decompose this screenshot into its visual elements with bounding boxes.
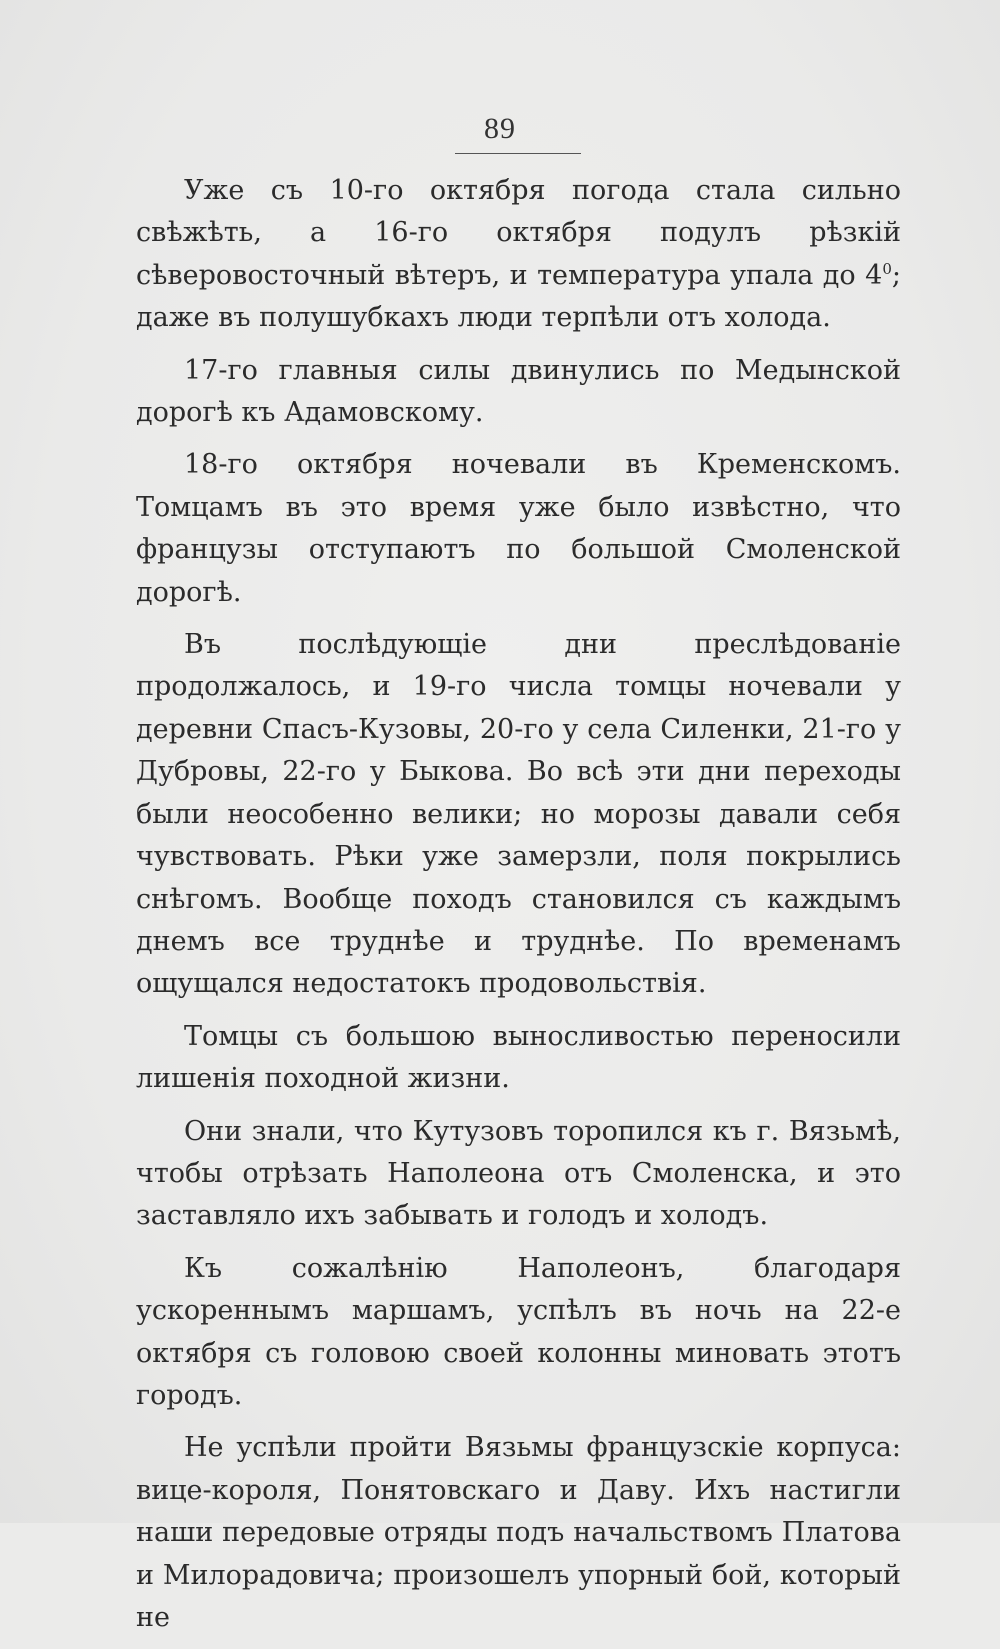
paragraph-4: Въ послѣдующіе дни преслѣдованіе продолжалось, и 19-го числа томцы ночевали у деревни Спасъ-Кузовы, 20-го у села Силенки, 21-го у Дубровы, 22-го у Быкова. Во всѣ эти дни переходы были неособенно велики; но морозы давали себя чувствовать. Рѣки уже замерзли, поля покрылись снѣгомъ. Вообще походъ становился съ каждымъ днемъ все труднѣе и труднѣе. По временамъ ощущался недостатокъ продовольствія.: [136, 629, 901, 1000]
page-number-rule: [455, 153, 581, 154]
body-text: [136, 170, 901, 1649]
paragraph-8: Не успѣли пройти Вязьмы французскіе корпуса: вице-короля, Понятовскаго и Даву. Ихъ настигли наши передовые отряды подъ начальствомъ Платова и Милорадовича; произошелъ упорный бой, который не: [136, 1432, 901, 1633]
paragraph-7: Къ сожалѣнію Наполеонъ, благодаря ускореннымъ маршамъ, успѣлъ въ ночь на 22-е октября съ головою своей колонны миновать этотъ городъ.: [136, 1252, 901, 1411]
paragraph-1: [136, 170, 901, 340]
paragraph-1-text: Уже съ 10-го октября погода стала сильно свѣжѣть, а 16-го октября подулъ рѣзкій сѣверовосточный вѣтеръ, и температура упала до 4: [136, 175, 901, 291]
paragraph-2: 17-го главныя силы двинулись по Медынской дорогѣ къ Адамовскому.: [136, 354, 901, 429]
paragraph-3: 18-го октября ночевали въ Кременскомъ. Томцамъ въ это время уже было извѣстно, что французы отступаютъ по большой Смоленской дорогѣ.: [136, 449, 901, 608]
paragraph-5: Томцы съ большою выносливостью переносили лишенія походной жизни.: [136, 1020, 901, 1095]
paragraph-1-text-after: ; даже въ полушубкахъ люди терпѣли отъ холода.: [136, 259, 901, 334]
paragraph-6: Они знали, что Кутузовъ торопился къ г. Вязьмѣ, чтобы отрѣзать Наполеона отъ Смоленска, и это заставляло ихъ забывать и голодъ и холодъ.: [136, 1115, 901, 1232]
degree-superscript: 0: [882, 259, 892, 278]
page-number: 89: [484, 112, 516, 145]
